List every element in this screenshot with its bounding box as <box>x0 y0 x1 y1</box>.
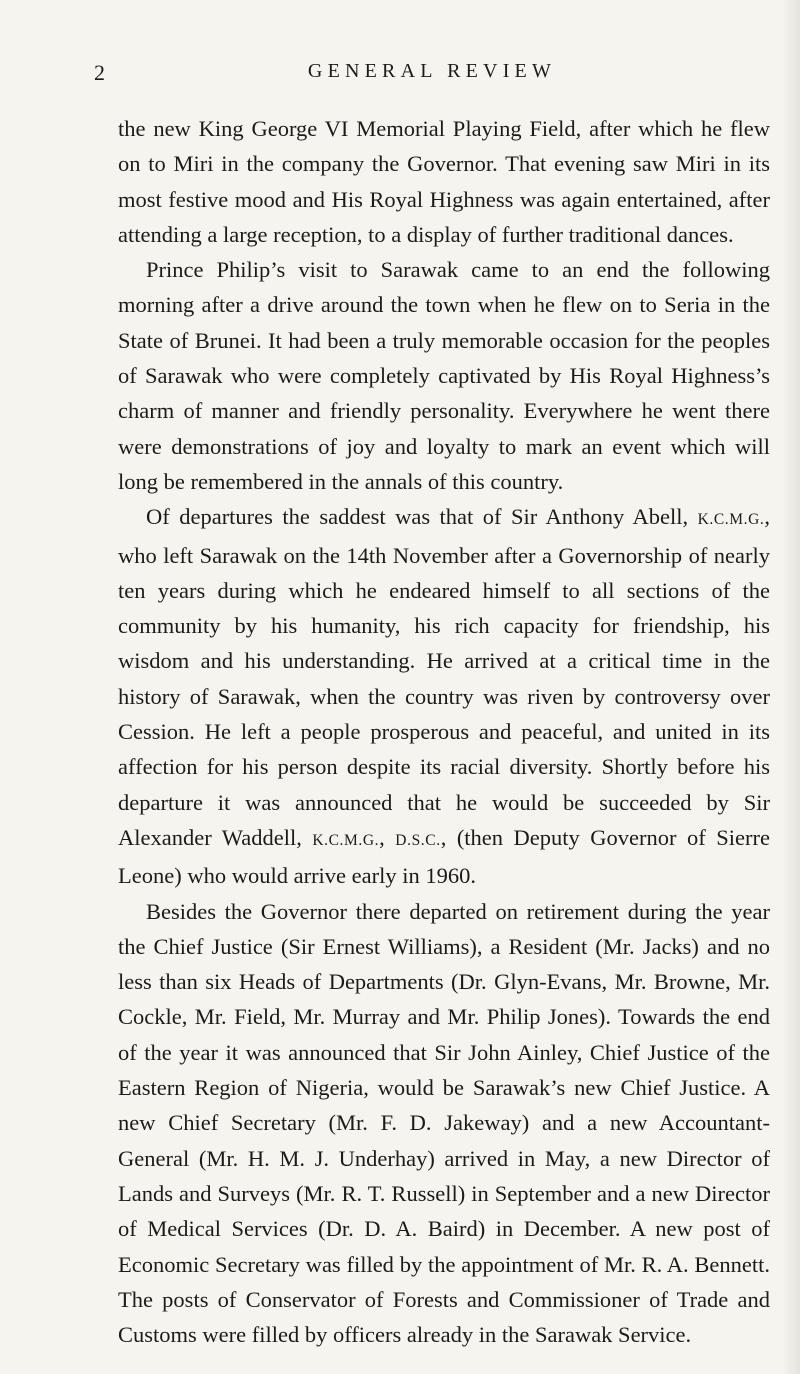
paragraph-1: the new King George VI Memorial Playing Field, after which he flew on to Miri in the company the Governor. That evening saw Miri in its most festive mood and His Royal Highness was again entertained, after attending a large reception, to a display of further traditional dances. <box>118 116 770 247</box>
paragraph-3 <box>118 499 770 893</box>
paragraph-3-part-3: , <box>379 824 396 850</box>
paragraph-2: Prince Philip’s visit to Sarawak came to an end the following morning after a drive around the town when he flew on to Seria in the State of Brunei. It had been a truly memorable occasion for the peoples of Sarawak who were completely captivated by His Royal Highness’s charm of manner and friendly personality. Everywhere he went there were demonstrations of joy and loyalty to mark an event which will long be remembered in the annals of this country. <box>118 257 770 494</box>
page-edge-shadow <box>782 0 800 1374</box>
running-title: GENERAL REVIEW <box>307 60 557 82</box>
page-number: 2 <box>94 60 106 85</box>
paragraph-3-part-4: , (then Deputy Governor of Sierre Leone) who would arrive early in 1960. <box>118 824 770 889</box>
honour-dsc-waddell: D.S.C. <box>395 831 441 849</box>
page-header <box>94 60 770 90</box>
paragraph-4: Besides the Governor there departed on retirement during the year the Chief Justice (Sir Ernest Williams), a Resident (Mr. Jacks) and no less than six Heads of Departments (Dr. Glyn-Evans, Mr. Browne, Mr. Cockle, Mr. Field, Mr. Murray and Mr. Philip Jones). Towards the end of the year it was announced that Sir John Ainley, Chief Justice of the Eastern Region of Nigeria, would be Sarawak’s new Chief Justice. A new Chief Secretary (Mr. F. D. Jakeway) and a new Accountant-General (Mr. H. M. J. Underhay) arrived in May, a new Director of Lands and Surveys (Mr. R. T. Russell) in September and a new Director of Medical Services (Dr. D. A. Baird) in December. A new post of Economic Secretary was filled by the appointment of Mr. R. A. Bennett. The posts of Conservator of Forests and Commissioner of Trade and Customs were filled by officers already in the Sarawak Service. <box>118 898 770 1348</box>
body-text <box>118 111 770 1352</box>
paragraph-3-part-1: Of departures the saddest was that of Sir Anthony Abell, <box>146 504 698 530</box>
honour-kcmg-abell: K.C.M.G. <box>697 511 765 529</box>
honour-kcmg-waddell: K.C.M.G. <box>312 831 380 849</box>
paragraph-3-part-2: , who left Sarawak on the 14th November after a Governorship of nearly ten years during which he endeared himself to all sections of the community by his humanity, his rich capacity for friendship, his wisdom and his understanding. He arrived at a critical time in the history of Sarawak, when the country was riven by controversy over Cession. He left a people prosperous and peaceful, and united in its affection for his person despite its racial diversity. Shortly before his departure it was announced that he would be succeeded by Sir Alexander Waddell, <box>118 504 770 850</box>
